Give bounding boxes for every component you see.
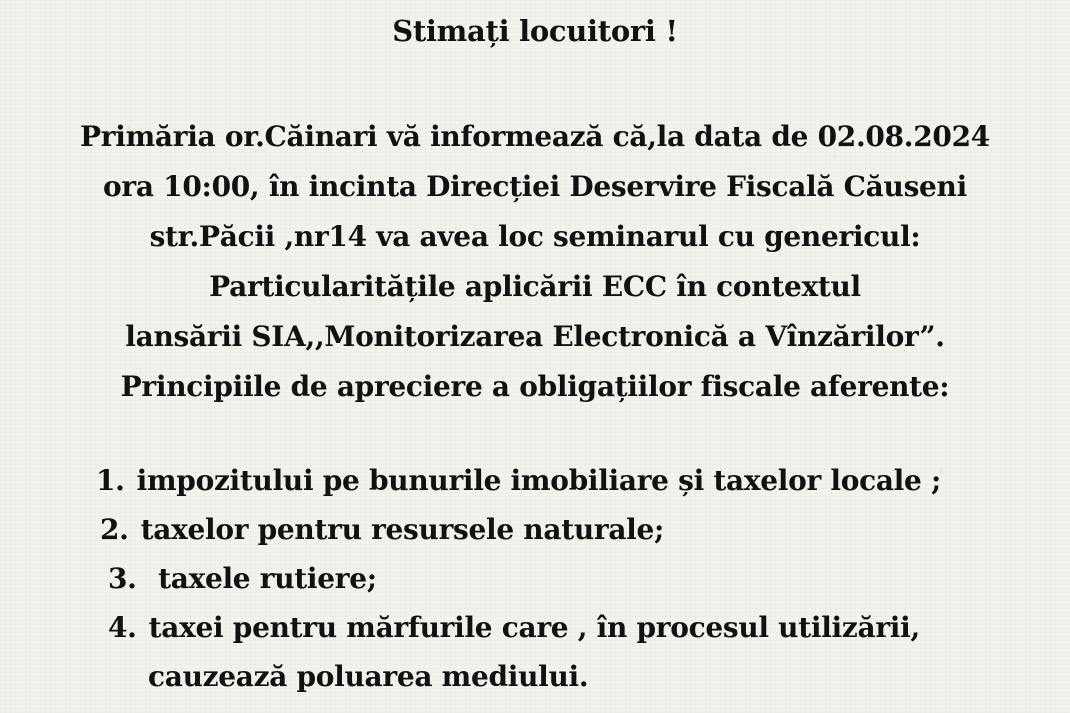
list-item — [108, 609, 920, 647]
paragraph-line: str.Păcii ,nr14 va avea loc seminarul cu genericul: — [149, 220, 921, 253]
list-item-number: 3. — [108, 562, 137, 595]
list-item — [108, 560, 377, 598]
list-item-text: taxelor pentru resursele naturale; — [140, 513, 665, 546]
list-item — [100, 511, 664, 549]
list-item-text: impozitului pe bunurile imobiliare și taxelor locale ; — [136, 464, 942, 497]
list-item-number: 2. — [100, 513, 129, 546]
list-item-number: 1. — [96, 464, 125, 497]
paragraph-line: lansării SIA,,Monitorizarea Electronică a Vînzărilor”. — [125, 320, 945, 353]
paragraph-line: Particularitățile aplicării ECC în contextul — [209, 270, 861, 303]
list-item-number: 4. — [108, 611, 137, 644]
list-item-continuation: cauzează poluarea mediului. — [148, 660, 589, 693]
paragraph-line: Principiile de apreciere a obligațiilor fiscale aferente: — [120, 370, 950, 403]
list-item-text: taxei pentru mărfurile care , în procesul utilizării, — [148, 611, 920, 644]
list-item — [96, 462, 941, 500]
list-item-text: taxele rutiere; — [148, 562, 377, 595]
notice-title: Stimați locuitori ! — [392, 14, 678, 48]
paragraph-line: Primăria or.Căinari vă informează că,la data de 02.08.2024 — [80, 120, 990, 153]
paragraph-line: ora 10:00, în incinta Direcției Deservire Fiscală Căuseni — [103, 170, 967, 203]
